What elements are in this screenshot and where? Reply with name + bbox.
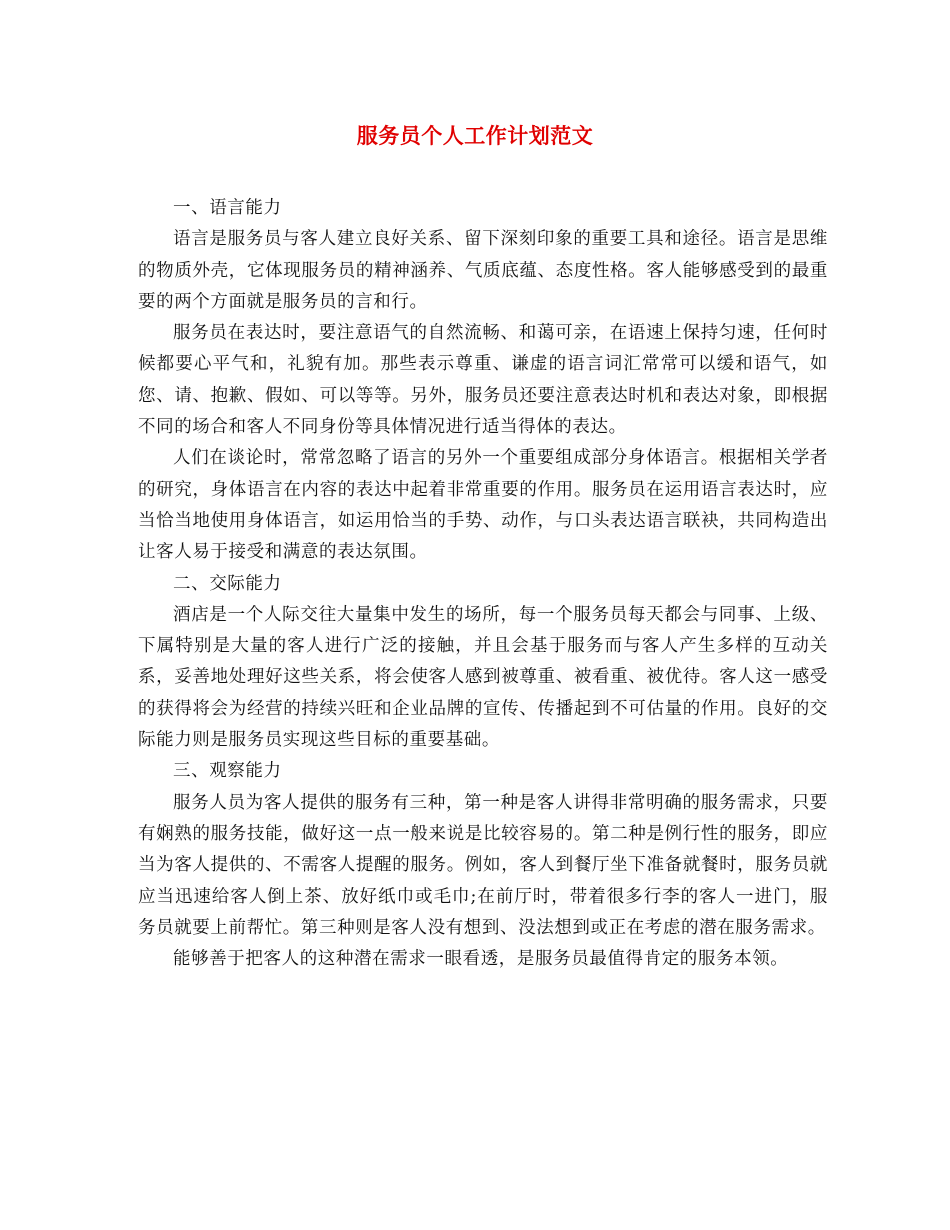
paragraph: 酒店是一个人际交往大量集中发生的场所，每一个服务员每天都会与同事、上级、下属特别是大量的客人进行广泛的接触，并且会基于服务而与客人产生多样的互动关系，妥善地处理好这些关系，将会使客人感到被尊重、被看重、被优待。客人这一感受的获得将会为经营的持续兴旺和企业品牌的宣传、传播起到不可估量的作用。良好的交际能力则是服务员实现这些目标的重要基础。: [138, 604, 828, 751]
paragraph: 服务员在表达时，要注意语气的自然流畅、和蔼可亲，在语速上保持匀速，任何时候都要心平气和，礼貌有加。那些表示尊重、谦虚的语言词汇常常可以缓和语气，如您、请、抱歉、假如、可以等等。另外，服务员还要注意表达时机和表达对象，即根据不同的场合和客人不同身份等具体情况进行适当得体的表达。: [138, 323, 828, 438]
paragraph: 能够善于把客人的这种潜在需求一眼看透，是服务员最值得肯定的服务本领。: [173, 949, 789, 970]
section-heading-observation: 三、观察能力: [173, 761, 282, 782]
document-body: [138, 193, 828, 975]
paragraph: 语言是服务员与客人建立良好关系、留下深刻印象的重要工具和途径。语言是思维的物质外壳，它体现服务员的精神涵养、气质底蕴、态度性格。客人能够感受到的最重要的两个方面就是服务员的言和行。: [138, 229, 828, 312]
paragraph: 服务人员为客人提供的服务有三种，第一种是客人讲得非常明确的服务需求，只要有娴熟的服务技能，做好这一点一般来说是比较容易的。第二种是例行性的服务，即应当为客人提供的、不需客人提醒的服务。例如，客人到餐厅坐下准备就餐时，服务员就应当迅速给客人倒上茶、放好纸巾或毛巾;在前厅时，带着很多行李的客人一进门，服务员就要上前帮忙。第三种则是客人没有想到、没法想到或正在考虑的潜在服务需求。: [138, 792, 828, 938]
paragraph: 人们在谈论时，常常忽略了语言的另外一个重要组成部分身体语言。根据相关学者的研究，身体语言在内容的表达中起着非常重要的作用。服务员在运用语言表达时，应当恰当地使用身体语言，如运用恰当的手势、动作，与口头表达语言联袂，共同构造出让客人易于接受和满意的表达氛围。: [138, 448, 828, 563]
section-heading-language: 一、语言能力: [173, 198, 282, 218]
document-title: 服务员个人工作计划范文: [356, 123, 594, 148]
section-heading-communication: 二、交际能力: [173, 573, 282, 594]
